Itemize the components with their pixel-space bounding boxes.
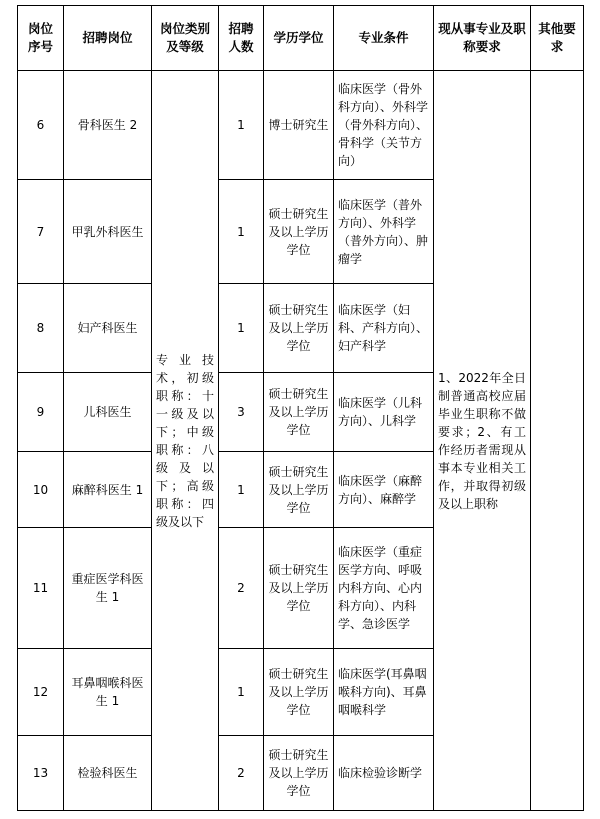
cell-degree: 硕士研究生及以上学历学位	[264, 528, 334, 649]
cell-seq: 6	[18, 71, 64, 180]
header-major: 专业条件	[334, 6, 434, 71]
cell-major: 临床医学（普外方向）、外科学（普外方向）、肿瘤学	[334, 180, 434, 284]
cell-count: 1	[219, 452, 264, 528]
cell-count: 1	[219, 180, 264, 284]
cell-degree: 博士研究生	[264, 71, 334, 180]
header-seq: 岗位序号	[18, 6, 64, 71]
cell-degree: 硕士研究生及以上学历学位	[264, 649, 334, 736]
cell-post: 骨科医生 2	[64, 71, 152, 180]
cell-post: 儿科医生	[64, 373, 152, 452]
cell-category: 专业技术，初级职称：十一级及以下；中级职称：八级及以下；高级职称：四级及以下	[152, 71, 219, 811]
cell-degree: 硕士研究生及以上学历学位	[264, 452, 334, 528]
cell-count: 2	[219, 528, 264, 649]
cell-post: 甲乳外科医生	[64, 180, 152, 284]
cell-seq: 8	[18, 284, 64, 373]
cell-post: 妇产科医生	[64, 284, 152, 373]
cell-count: 1	[219, 649, 264, 736]
cell-seq: 7	[18, 180, 64, 284]
cell-major: 临床医学（麻醉方向）、麻醉学	[334, 452, 434, 528]
cell-count: 1	[219, 71, 264, 180]
cell-degree: 硕士研究生及以上学历学位	[264, 736, 334, 811]
cell-degree: 硕士研究生及以上学历学位	[264, 284, 334, 373]
cell-post: 重症医学科医生 1	[64, 528, 152, 649]
recruitment-table	[17, 5, 584, 811]
cell-post: 检验科医生	[64, 736, 152, 811]
cell-major: 临床医学（骨外科方向）、外科学（骨外科方向）、骨科学（关节方向）	[334, 71, 434, 180]
header-other: 其他要求	[531, 6, 584, 71]
cell-post: 麻醉科医生 1	[64, 452, 152, 528]
cell-seq: 13	[18, 736, 64, 811]
cell-experience: 1、2022年全日制普通高校应届毕业生职称不做要求；2、有工作经历者需现从事本专业相关工作，并取得初级及以上职称	[434, 71, 531, 811]
header-experience: 现从事专业及职称要求	[434, 6, 531, 71]
cell-major: 临床医学（儿科方向）、儿科学	[334, 373, 434, 452]
table-row	[18, 71, 584, 180]
cell-major: 临床医学（妇科、产科方向）、妇产科学	[334, 284, 434, 373]
header-degree: 学历学位	[264, 6, 334, 71]
header-category: 岗位类别及等级	[152, 6, 219, 71]
cell-seq: 10	[18, 452, 64, 528]
cell-major: 临床检验诊断学	[334, 736, 434, 811]
cell-major: 临床医学（重症医学方向、呼吸内科方向、心内科方向）、内科学、急诊医学	[334, 528, 434, 649]
cell-other	[531, 71, 584, 811]
cell-count: 3	[219, 373, 264, 452]
header-post: 招聘岗位	[64, 6, 152, 71]
cell-major: 临床医学(耳鼻咽喉科方向)、耳鼻咽喉科学	[334, 649, 434, 736]
cell-degree: 硕士研究生及以上学历学位	[264, 373, 334, 452]
cell-seq: 12	[18, 649, 64, 736]
cell-seq: 11	[18, 528, 64, 649]
cell-post: 耳鼻咽喉科医生 1	[64, 649, 152, 736]
header-row	[18, 6, 584, 71]
header-count: 招聘人数	[219, 6, 264, 71]
cell-degree: 硕士研究生及以上学历学位	[264, 180, 334, 284]
cell-count: 2	[219, 736, 264, 811]
cell-count: 1	[219, 284, 264, 373]
cell-seq: 9	[18, 373, 64, 452]
